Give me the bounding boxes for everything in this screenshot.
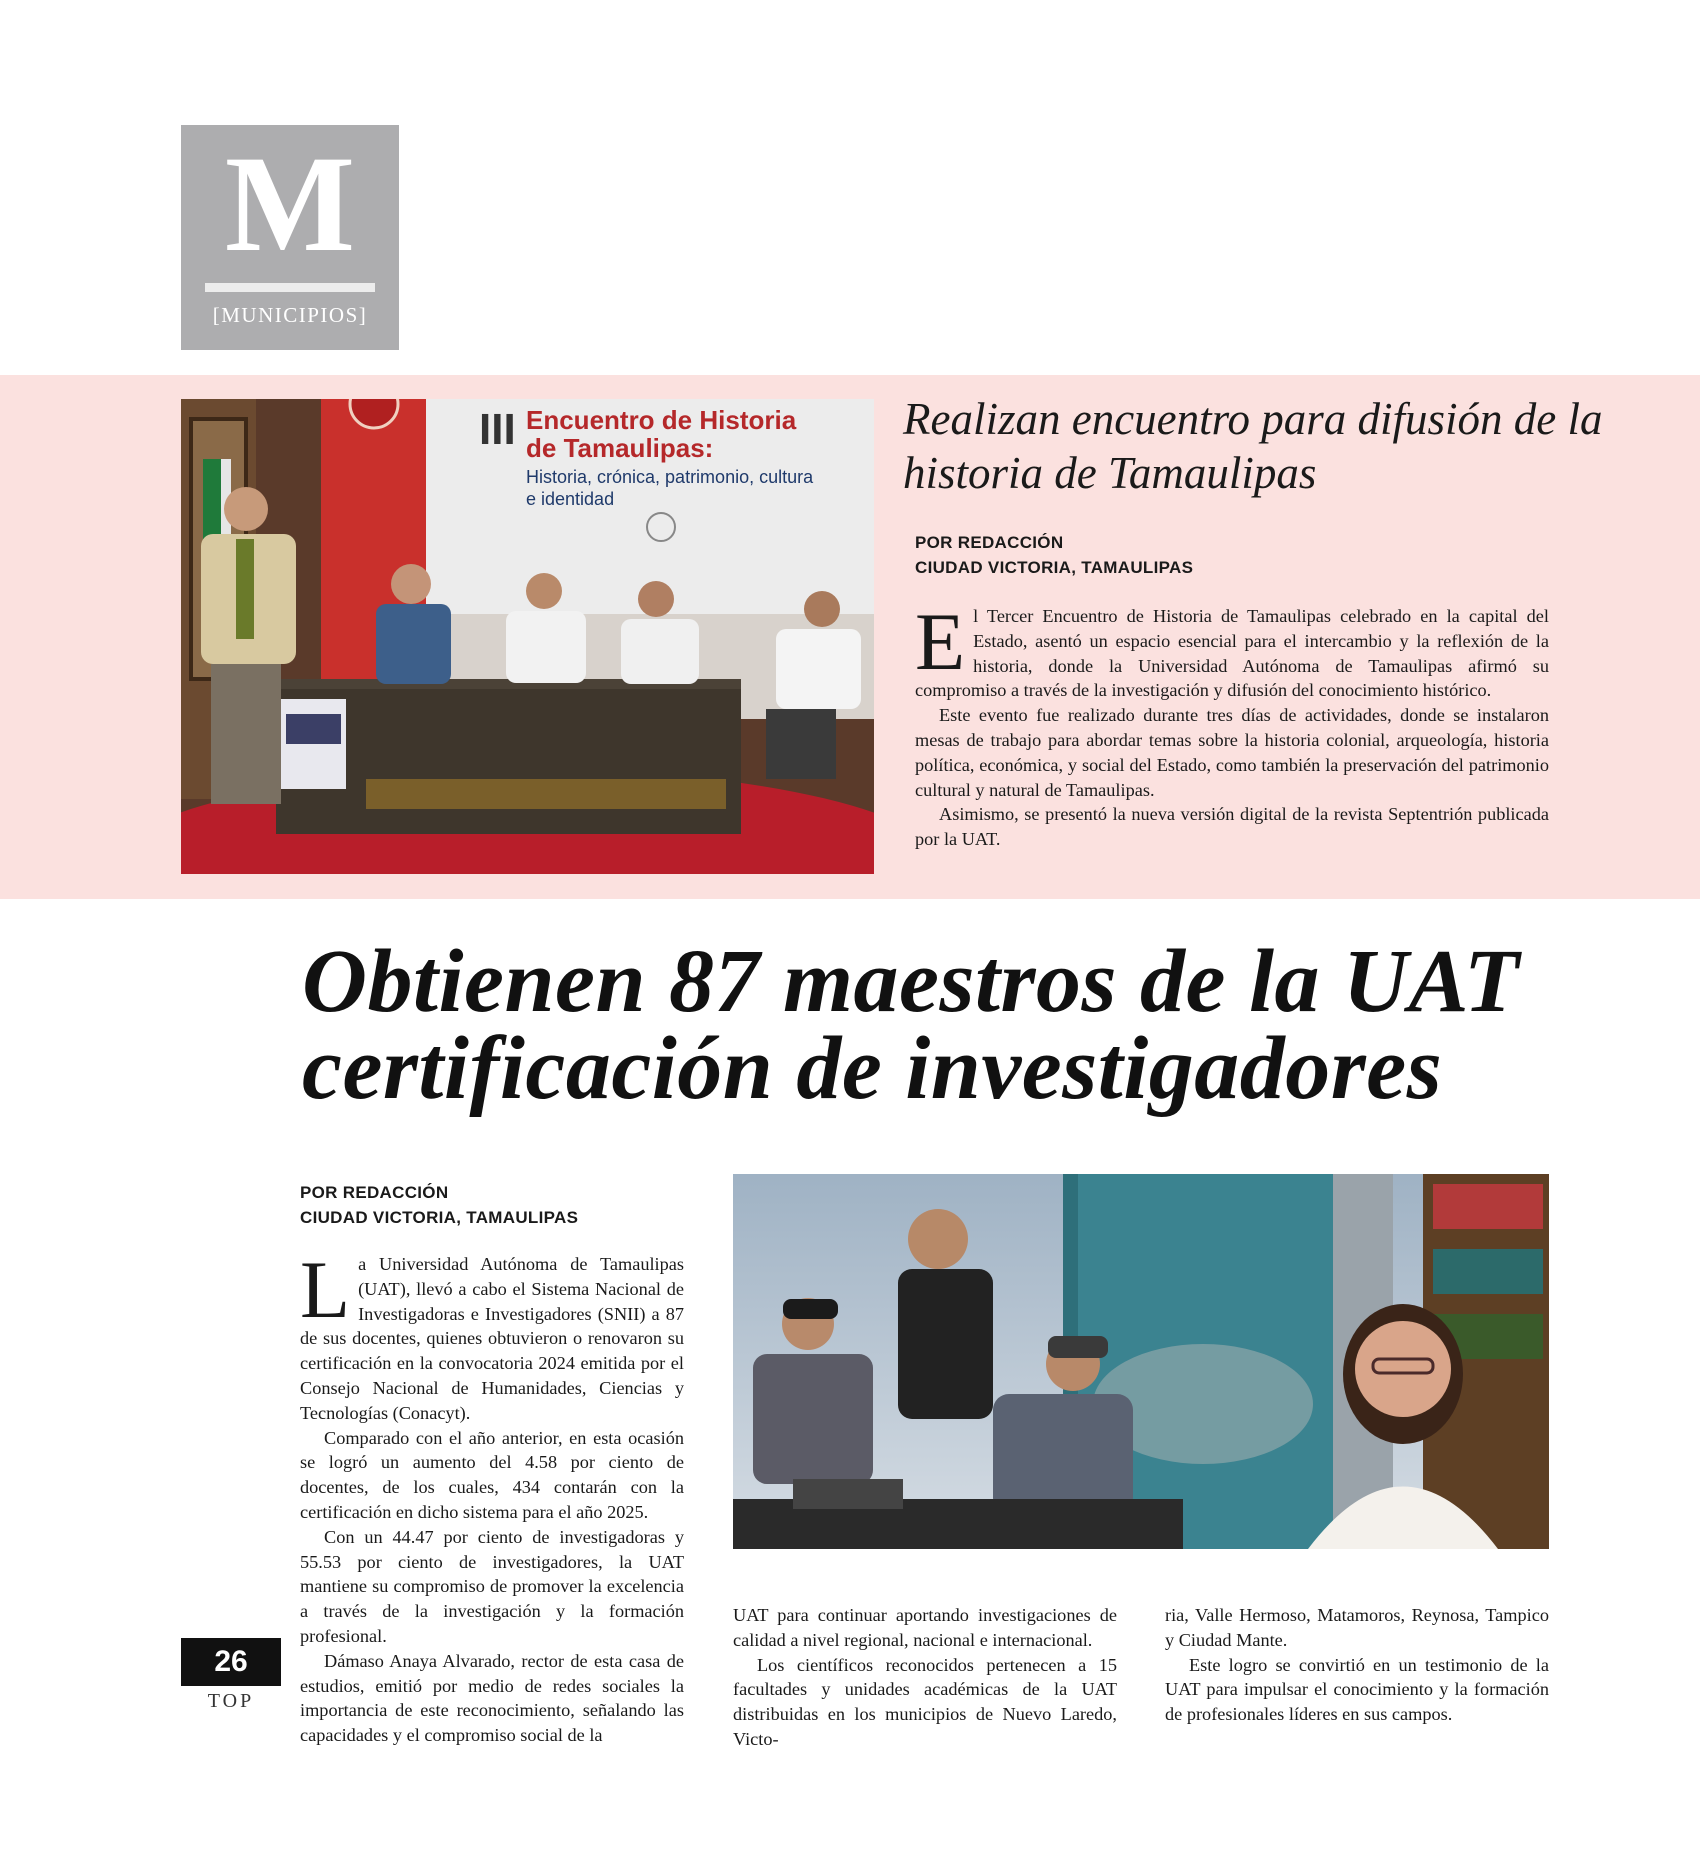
story2-paragraph: Comparado con el año anterior, en esta ocasión se logró un aumento del 4.58 por ciento de docentes, de los cuales, 434 contarán con la certificación en dicho sistema para el año 2025. xyxy=(300,1427,684,1522)
story2-photo xyxy=(733,1174,1549,1549)
story2-byline-location: CIUDAD VICTORIA, TAMAULIPAS xyxy=(300,1208,579,1227)
section-letter: M xyxy=(224,127,356,280)
story2-paragraph: Este logro se convirtió en un testimonio de la UAT para impulsar el conocimiento y la formación de profesionales líderes en sus campos. xyxy=(1165,1654,1549,1725)
story1-body xyxy=(915,596,1549,852)
page-number: 26 xyxy=(181,1638,281,1686)
banner-line1: Encuentro de Historia xyxy=(526,405,797,435)
story1-byline-location: CIUDAD VICTORIA, TAMAULIPAS xyxy=(915,558,1194,577)
story2-byline-author: POR REDACCIÓN xyxy=(300,1183,449,1202)
story1-dropcap: E xyxy=(915,596,966,687)
story2-byline xyxy=(300,1180,578,1230)
story1-photo xyxy=(181,399,874,874)
story2-paragraph: Dámaso Anaya Alvarado, rector de esta casa de estudios, emitió por medio de redes sociales la importancia de este reconocimiento, señalando las capacidades y el compromiso social de la xyxy=(300,1650,684,1746)
section-rule xyxy=(205,283,375,292)
story2-dropcap: L xyxy=(300,1244,351,1335)
story2-headline: Obtienen 87 maestros de la UAT certificación de investigadores xyxy=(302,932,1520,1118)
story2-paragraph: Con un 44.47 por ciento de investigadoras y 55.53 por ciento de investigadores, la UAT mantiene su compromiso de promover la excelencia a través de la investigación y la formación profesional. xyxy=(300,1526,684,1646)
banner-line4: e identidad xyxy=(526,489,615,509)
story1-paragraph: Este evento fue realizado durante tres días de actividades, donde se instalaron mesas de trabajo para abordar temas sobre la historia colonial, arqueología, historia política, económica, y social del Estado, como también la preservación del patrimonio cultural y natural de Tamaulipas. xyxy=(915,705,1549,800)
story2-column-2 xyxy=(733,1603,1117,1752)
banner-line2: de Tamaulipas: xyxy=(526,433,714,463)
story1-paragraph: Asimismo, se presentó la nueva versión digital de la revista Septentrión publicada por la UAT. xyxy=(915,804,1549,850)
section-label: [MUNICIPIOS] xyxy=(212,303,368,327)
page-section: TOP xyxy=(207,1690,255,1712)
banner-roman: III xyxy=(479,405,516,454)
story1-paragraph: El Tercer Encuentro de Historia de Tamaulipas celebrado en la capital del Estado, asentó un espacio esencial para el intercambio y la reflexión de la historia, donde la Universidad Autónoma de Tamaulipas afirmó su compromiso a través de la investigación y difusión del conocimiento histórico. xyxy=(915,596,1549,701)
story1-byline xyxy=(915,530,1193,580)
story2-column-3 xyxy=(1165,1603,1549,1727)
story1-title: Realizan encuentro para difusión de la historia de Tamaulipas xyxy=(903,394,1603,498)
story2-paragraph: Los científicos reconocidos pertenecen a 15 facultades y unidades académicas de la UAT distribuidas en los municipios de Nuevo Laredo, Victo- xyxy=(733,1654,1117,1749)
story2-paragraph: ria, Valle Hermoso, Matamoros, Reynosa, Tampico y Ciudad Mante. xyxy=(1165,1605,1549,1650)
story2-paragraph: UAT para continuar aportando investigaciones de calidad a nivel regional, nacional e internacional. xyxy=(733,1605,1117,1650)
story1-byline-author: POR REDACCIÓN xyxy=(915,533,1064,552)
banner-line3: Historia, crónica, patrimonio, cultura xyxy=(526,467,814,487)
story2-paragraph: La Universidad Autónoma de Tamaulipas (UAT), llevó a cabo el Sistema Nacional de Investigadoras e Investigadores (SNII) a 87 de sus docentes, quienes obtuvieron o renovaron su certificación en la convocatoria 2024 emitida por el Consejo Nacional de Humanidades, Ciencias y Tecnologías (Conacyt). xyxy=(300,1244,684,1423)
story2-column-1 xyxy=(300,1244,684,1748)
section-badge xyxy=(181,125,399,350)
